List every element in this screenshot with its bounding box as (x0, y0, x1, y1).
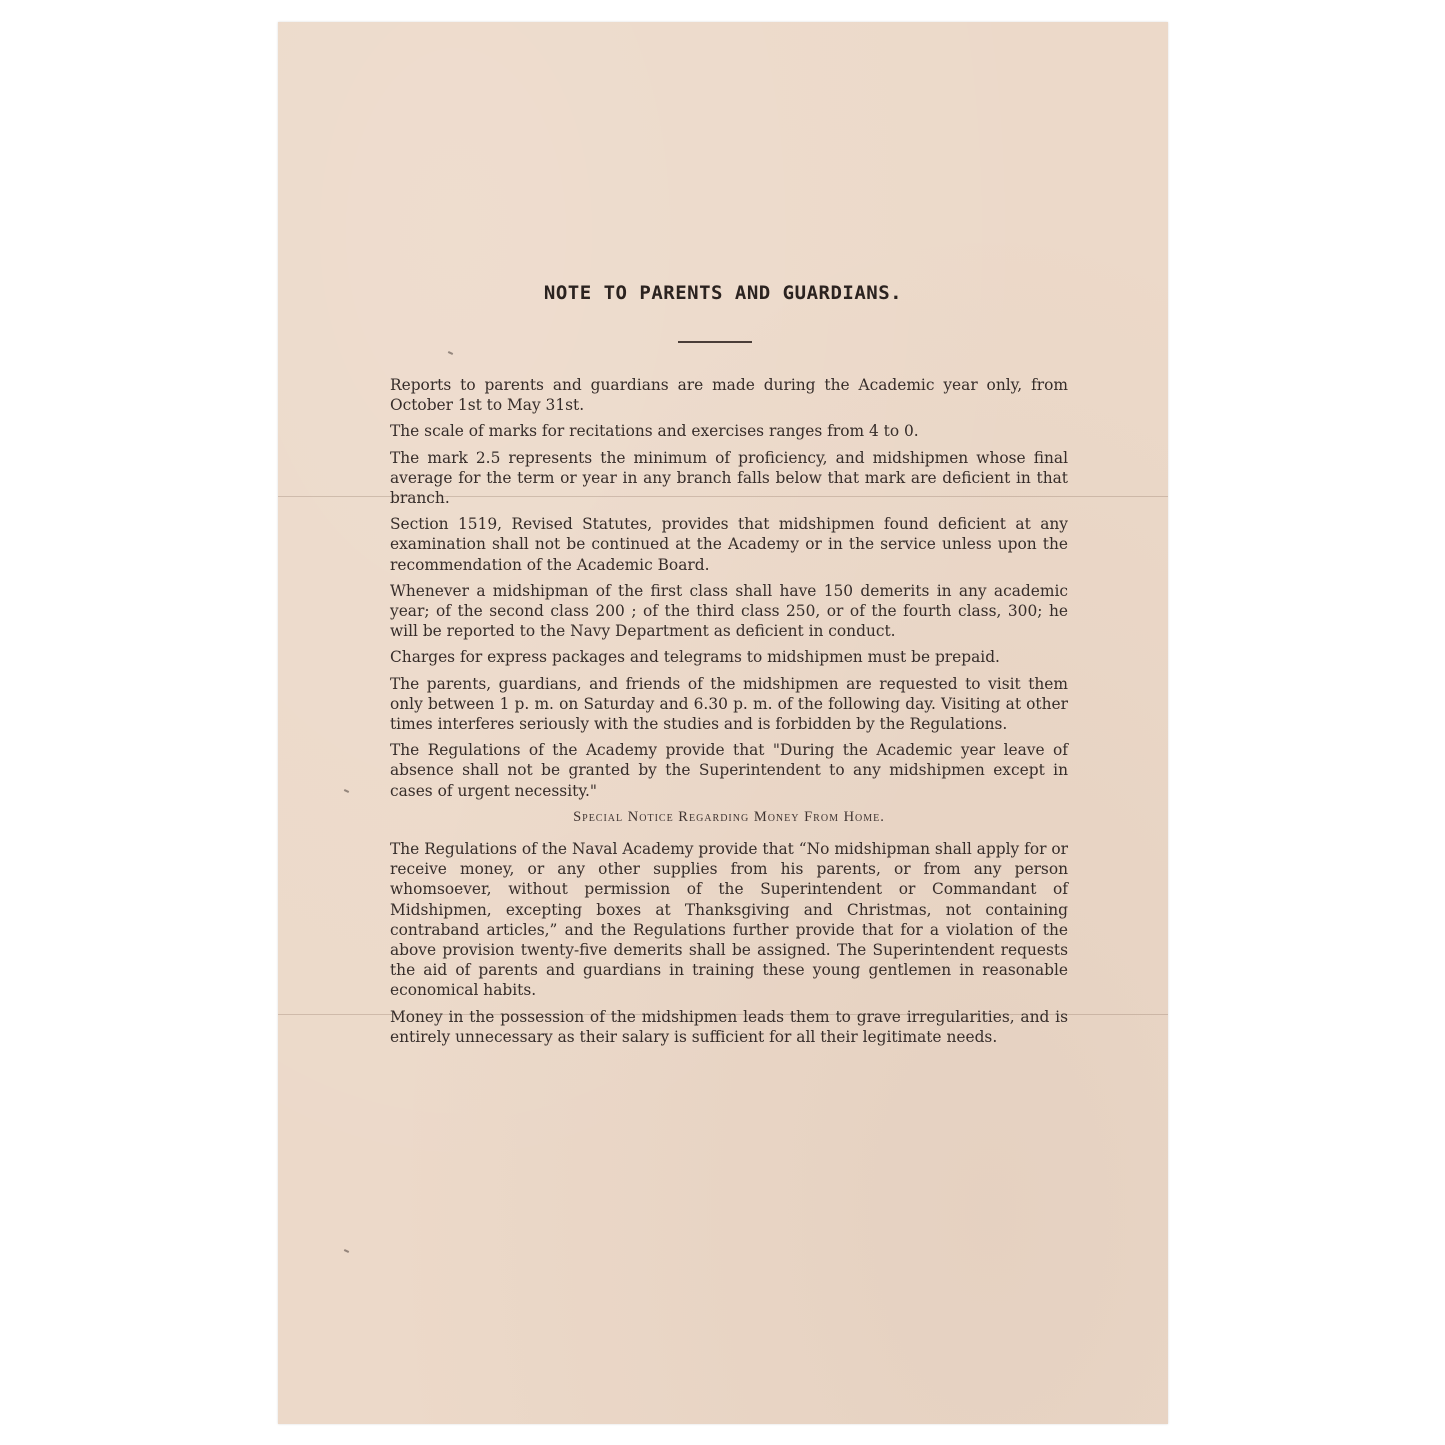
notice-paragraph: Money in the possession of the midshipmen leads them to grave irregularities, and is entirely unnecessary as their salary is sufficient for all their legitimate needs. (390, 1007, 1068, 1046)
paragraph: Section 1519, Revised Statutes, provides that midshipmen found deficient at any examination shall not be continued at the Academy or in the service unless upon the recommendation of the Academic Board. (390, 515, 1068, 574)
ink-speck (344, 1249, 349, 1253)
document-body (390, 375, 1068, 1053)
paragraph: The mark 2.5 represents the minimum of proficiency, and midshipmen whose final average for the term or year in any branch falls below that mark are deficient in that branch. (390, 448, 1068, 508)
paragraph: Reports to parents and guardians are made during the Academic year only, from October 1st to May 31st. (390, 376, 1068, 415)
notice-paragraph: The Regulations of the Naval Academy provide that “No midshipman shall apply for or receive money, or any other supplies from his parents, or from any person whomsoever, without permission of the Superintendent or Commandant of Midshipmen, excepting boxes at Thanksgiving and Christmas, not containing contraband articles,” and the Regulations further provide that for a violation of the above provision twenty-five demerits shall be assigned. The Superintendent requests the aid of parents and guardians in training these young gentlemen in reasonable economical habits. (390, 840, 1068, 1000)
paragraph: The Regulations of the Academy provide that "During the Academic year leave of absence shall not be granted by the Superintendent to any midshipmen except in cases of urgent necessity." (390, 741, 1068, 800)
notice-heading: Special Notice Regarding Money From Home. (573, 808, 885, 825)
paragraph: Whenever a midshipman of the first class shall have 150 demerits in any academic year; of the second class 200 ; of the third class 250, or of the fourth class, 300; he will be reported to the Navy Department as deficient in conduct. (390, 581, 1068, 641)
paragraph: The parents, guardians, and friends of the midshipmen are requested to visit them only between 1 p. m. on Saturday and 6.30 p. m. of the following day. Visiting at other times interferes seriously with the studies and is forbidden by the Regulations. (390, 674, 1068, 734)
paragraph: Charges for express packages and telegrams to midshipmen must be prepaid. (390, 648, 1000, 667)
document-title: NOTE TO PARENTS AND GUARDIANS. (543, 282, 903, 304)
ink-speck (448, 351, 453, 355)
document-sheet (278, 22, 1168, 1424)
ink-speck (344, 789, 349, 793)
title-rule (678, 341, 752, 343)
paragraph: The scale of marks for recitations and exercises ranges from 4 to 0. (390, 422, 919, 441)
